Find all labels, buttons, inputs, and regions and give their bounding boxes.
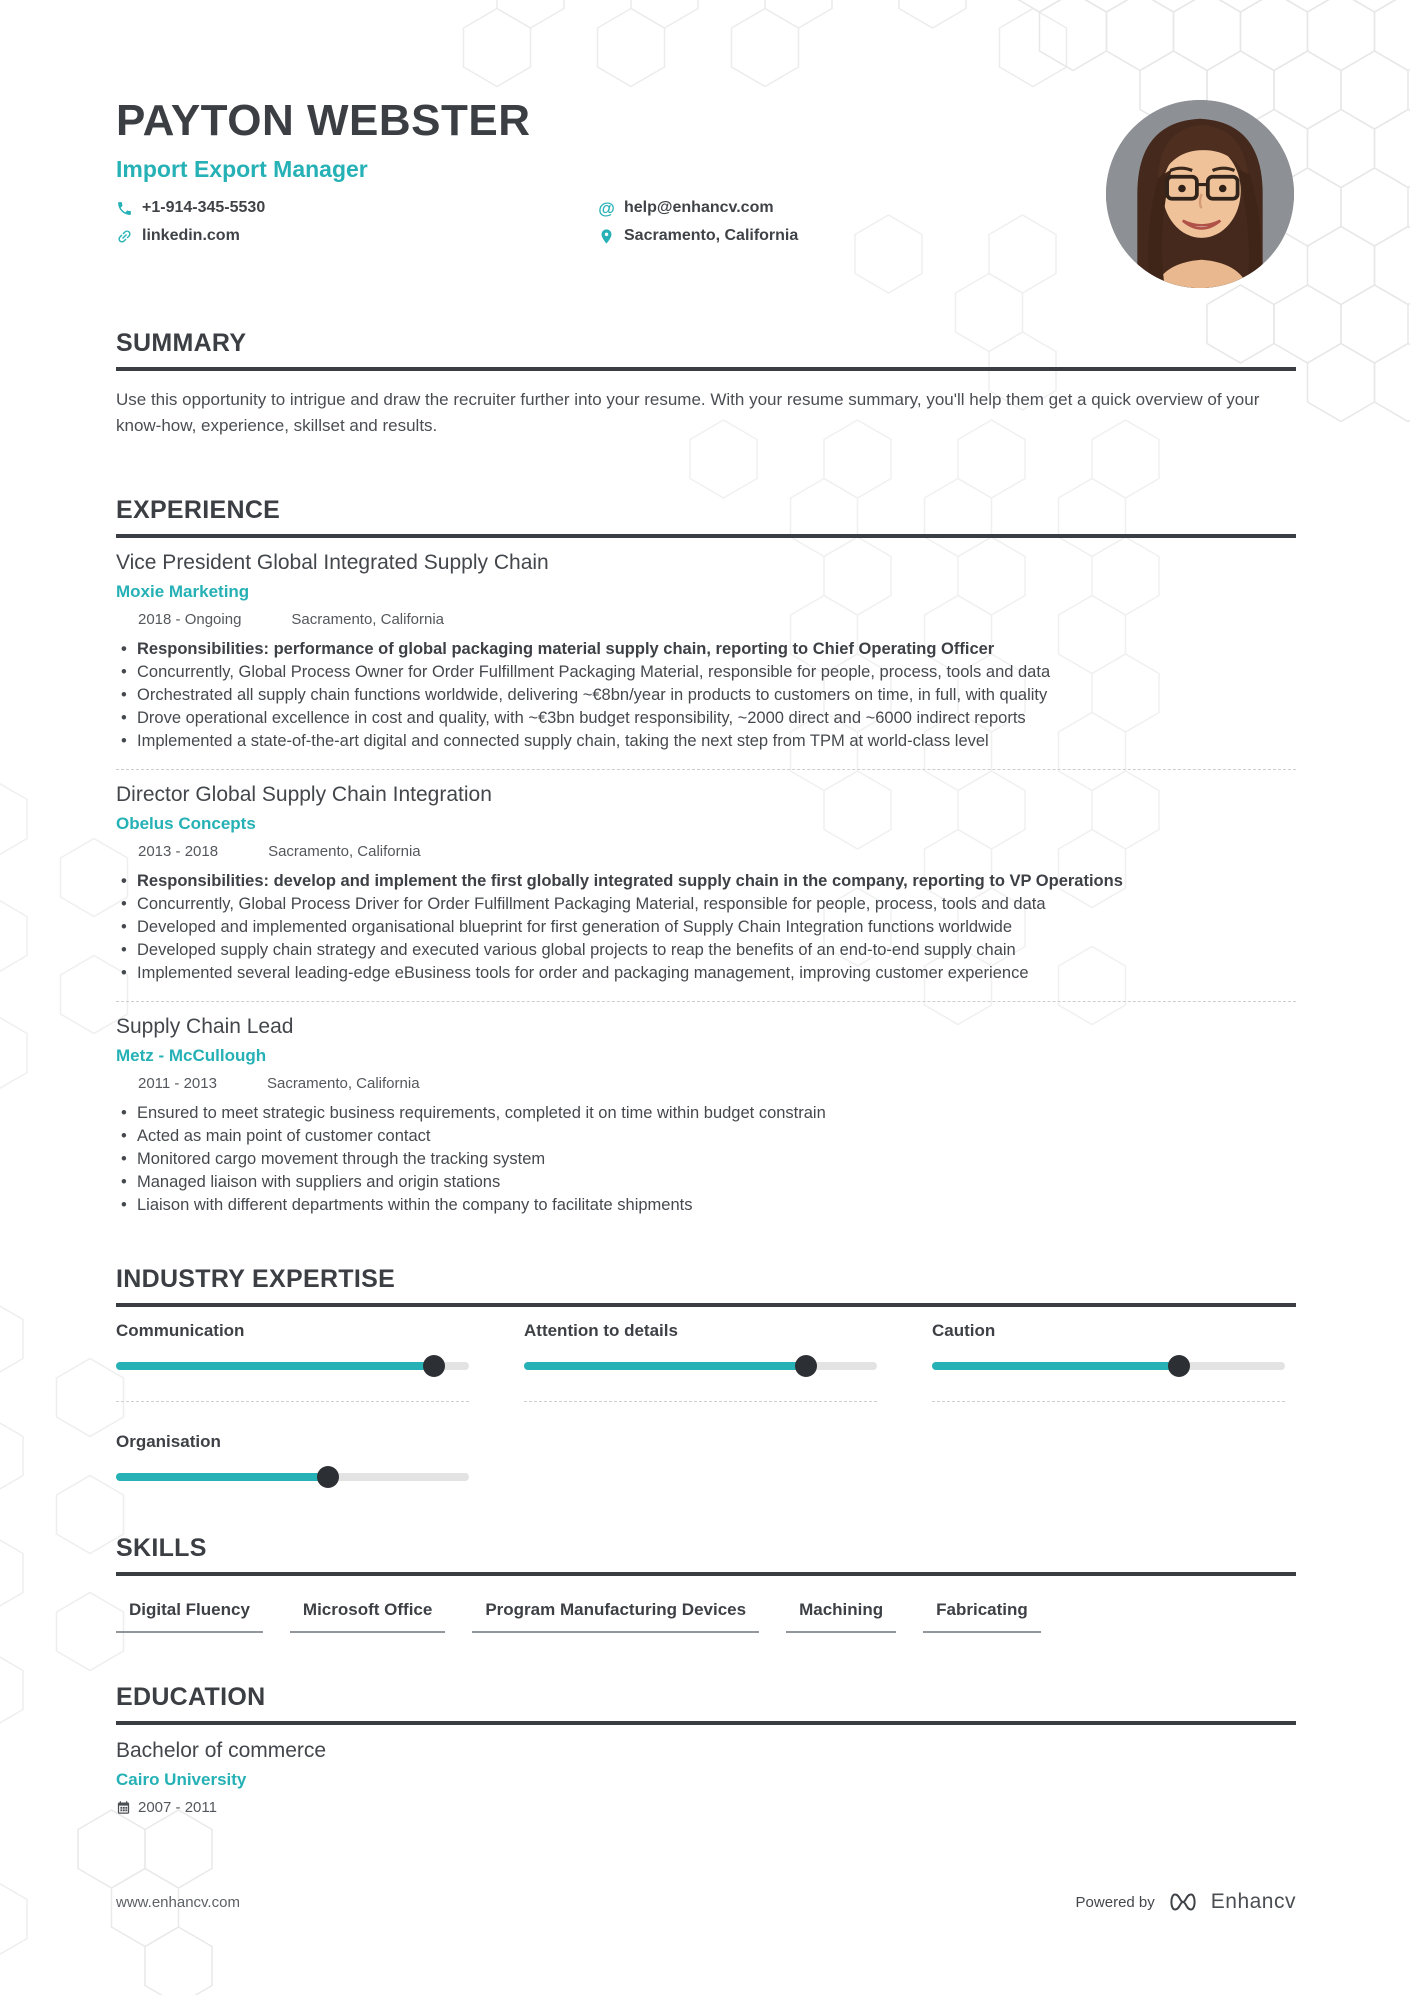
slider-fill [932, 1362, 1179, 1370]
expertise-slider[interactable] [932, 1355, 1285, 1377]
experience-heading: EXPERIENCE [116, 496, 1296, 538]
job-bullet: • Acted as main point of customer contact [116, 1125, 1296, 1148]
location-icon [245, 1076, 260, 1091]
job-list [116, 551, 1296, 1217]
job-company: Metz - McCullough [116, 1045, 267, 1065]
powered-by-label: Powered by [1075, 1893, 1155, 1911]
expertise-label: Communication [116, 1320, 245, 1340]
job-company: Obelus Concepts [116, 813, 256, 833]
job-location-item [246, 843, 421, 860]
industry-expertise-section [116, 1265, 1296, 1488]
calendar-icon [116, 1076, 131, 1091]
location-icon [246, 844, 261, 859]
job-dates: 2011 - 2013 [138, 1074, 217, 1092]
skills-heading: SKILLS [116, 1534, 1296, 1576]
education-school: Cairo University [116, 1769, 247, 1789]
link-icon [116, 228, 133, 245]
job-dates: 2018 - Ongoing [138, 610, 242, 628]
slider-fill [524, 1362, 806, 1370]
enhancv-infinity-logo-icon [1166, 1891, 1200, 1913]
summary-section [116, 329, 1296, 440]
contact-item[interactable] [116, 199, 598, 217]
expertise-item [116, 1321, 469, 1402]
contact-item[interactable] [598, 227, 1016, 245]
location-icon [598, 228, 615, 245]
expertise-item [116, 1432, 469, 1488]
skill-list [116, 1600, 1296, 1633]
skill-item: Program Manufacturing Devices [472, 1600, 759, 1633]
contact-item[interactable] [116, 227, 598, 245]
job-location: Sacramento, California [291, 610, 444, 628]
job-location: Sacramento, California [266, 1074, 420, 1092]
job-bullet: • Ensured to meet strategic business requirements, completed it on time within budget constrain [116, 1102, 1296, 1125]
job-title: Supply Chain Lead [116, 1014, 294, 1038]
contact-text: linkedin.com [142, 227, 240, 244]
job-divider [116, 1001, 1296, 1002]
contact-item[interactable] [598, 199, 1016, 217]
job-dates-item [116, 1075, 217, 1092]
footer [116, 1890, 1296, 1914]
slider-fill [116, 1473, 328, 1481]
job-entry [116, 1015, 1296, 1217]
job-bullet-list [116, 638, 1296, 753]
person-name: PAYTON WEBSTER [116, 96, 531, 145]
job-location-item [245, 1075, 420, 1092]
job-title: Vice President Global Integrated Supply Chain [116, 550, 549, 574]
at-icon: @ [598, 198, 615, 218]
job-dates-item [116, 843, 218, 860]
job-divider [116, 769, 1296, 770]
powered-by-block [1076, 1890, 1296, 1914]
job-bullet: • Liaison with different departments within the company to facilitate shipments [116, 1194, 1296, 1217]
expertise-label: Organisation [116, 1431, 221, 1451]
job-bullet: • Responsibilities: develop and implement the first globally integrated supply chain in the company, reporting to VP Operations [116, 870, 1296, 893]
job-bullet: • Orchestrated all supply chain functions worldwide, delivering ~€8bn/year in products to customers on time, in full, with quality [116, 684, 1296, 707]
job-bullet: • Developed and implemented organisational blueprint for first generation of Supply Chain Integration functions worldwide [116, 916, 1296, 939]
slider-knob[interactable] [317, 1466, 339, 1488]
job-dates-item [116, 611, 241, 628]
education-dates-row [116, 1799, 1296, 1816]
contact-text: help@enhancv.com [624, 199, 774, 216]
education-dates: 2007 - 2011 [138, 1798, 217, 1816]
job-location-item [269, 611, 444, 628]
phone-icon [116, 200, 133, 217]
summary-text: Use this opportunity to intrigue and draw the recruiter further into your resume. With your resume summary, you'll help them get a quick overview of your know-how, experience, skillset and results. [116, 390, 1260, 436]
portrait-illustration [1106, 100, 1294, 288]
job-bullet-list [116, 1102, 1296, 1217]
slider-knob[interactable] [795, 1355, 817, 1377]
location-icon [269, 612, 284, 627]
industry-expertise-heading: INDUSTRY EXPERTISE [116, 1265, 1296, 1307]
job-bullet: • Concurrently, Global Process Driver for Order Fulfillment Packaging Material, responsible for people, process, tools and data [116, 893, 1296, 916]
expertise-slider[interactable] [116, 1466, 469, 1488]
slider-fill [116, 1362, 434, 1370]
brand-name: Enhancv [1210, 1890, 1296, 1913]
expertise-separator [524, 1401, 877, 1402]
job-bullet: • Managed liaison with suppliers and origin stations [116, 1171, 1296, 1194]
expertise-separator [116, 1401, 469, 1402]
slider-knob[interactable] [423, 1355, 445, 1377]
education-degree: Bachelor of commerce [116, 1738, 327, 1762]
job-bullet: • Responsibilities: performance of global packaging material supply chain, reporting to Chief Operating Officer [116, 638, 1296, 661]
slider-knob[interactable] [1168, 1355, 1190, 1377]
expertise-separator [932, 1401, 1285, 1402]
job-bullet: • Concurrently, Global Process Owner for Order Fulfillment Packaging Material, responsible for people, process, tools and data [116, 661, 1296, 684]
expertise-label: Attention to details [524, 1320, 678, 1340]
skill-item: Digital Fluency [116, 1600, 263, 1633]
education-heading: EDUCATION [116, 1683, 1296, 1725]
footer-website-link[interactable]: www.enhancv.com [116, 1893, 240, 1911]
job-meta-row [116, 1075, 1296, 1092]
expertise-item [932, 1321, 1285, 1402]
job-meta-row [116, 843, 1296, 860]
person-job-title: Import Export Manager [116, 156, 368, 182]
experience-section [116, 496, 1296, 1217]
summary-heading: SUMMARY [116, 329, 1296, 371]
job-bullet: • Developed supply chain strategy and executed various global projects to reap the benefits of an end-to-end supply chain [116, 939, 1296, 962]
job-bullet-list [116, 870, 1296, 985]
skills-section [116, 1534, 1296, 1633]
expertise-grid [116, 1321, 1296, 1488]
skill-item: Fabricating [923, 1600, 1041, 1633]
profile-photo [1106, 100, 1294, 288]
expertise-label: Caution [932, 1320, 996, 1340]
contact-text: +1-914-345-5530 [142, 199, 266, 216]
job-bullet: • Drove operational excellence in cost and quality, with ~€3bn budget responsibility, ~2000 direct and ~6000 indirect reports [116, 707, 1296, 730]
skill-item: Machining [786, 1600, 896, 1633]
expertise-item [524, 1321, 877, 1402]
job-entry [116, 783, 1296, 1002]
education-section [116, 1683, 1296, 1816]
job-bullet: • Implemented several leading-edge eBusiness tools for order and packaging management, improving customer experience [116, 962, 1296, 985]
calendar-icon [116, 844, 131, 859]
calendar-icon [116, 1800, 131, 1815]
job-bullet: • Implemented a state-of-the-art digital and connected supply chain, taking the next step from TPM at world-class level [116, 730, 1296, 753]
job-company: Moxie Marketing [116, 581, 250, 601]
job-bullet: • Monitored cargo movement through the tracking system [116, 1148, 1296, 1171]
job-title: Director Global Supply Chain Integration [116, 782, 492, 806]
skill-item: Microsoft Office [290, 1600, 445, 1633]
calendar-icon [116, 612, 131, 627]
job-location: Sacramento, California [268, 842, 421, 860]
expertise-slider[interactable] [116, 1355, 469, 1377]
job-meta-row [116, 611, 1296, 628]
contact-text: Sacramento, California [624, 227, 799, 244]
contact-list [116, 199, 1016, 245]
expertise-slider[interactable] [524, 1355, 877, 1377]
job-entry [116, 551, 1296, 770]
job-dates: 2013 - 2018 [138, 842, 219, 860]
